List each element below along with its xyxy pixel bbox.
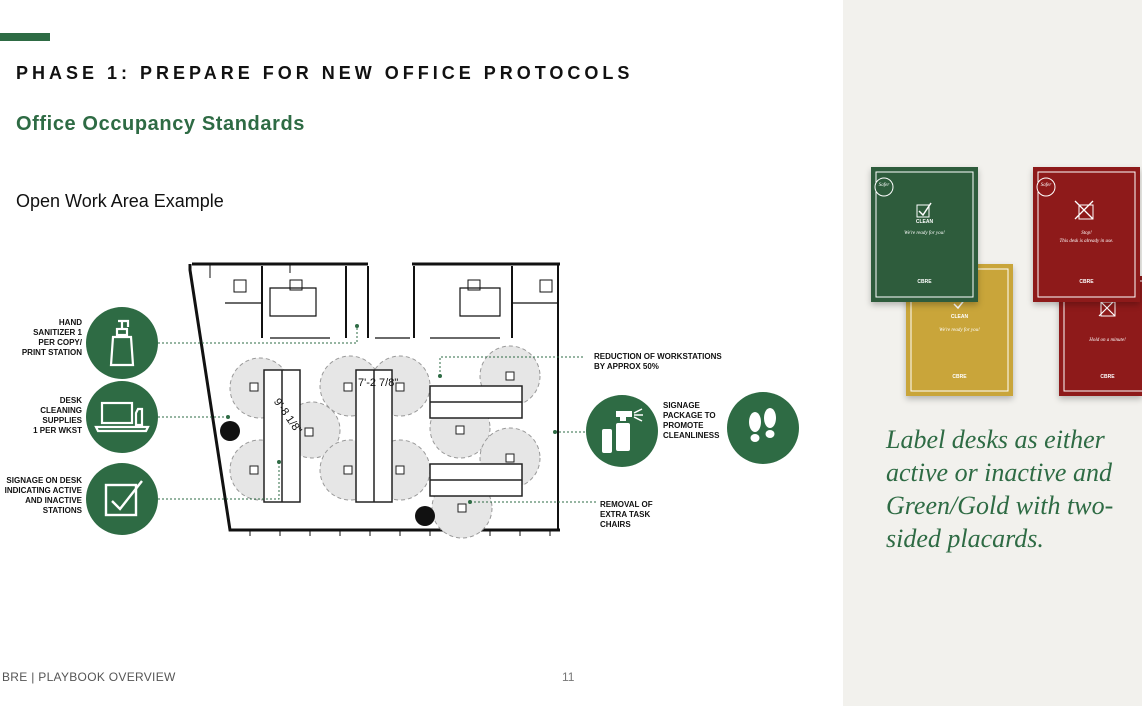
callout-desk-cleaning: DESK CLEANING SUPPLIES 1 PER WKST	[33, 396, 82, 435]
dimension-label-2: 7'-2 7/8"	[358, 377, 399, 389]
callout-signage-package: SIGNAGE PACKAGE TO PROMOTE CLEANLINESS	[663, 401, 720, 440]
placard-green-heading: We're ready for you!	[904, 231, 945, 236]
footprints-icon	[727, 392, 799, 464]
callout-hand-sanitizer: HAND SANITIZER 1 PER COPY/ PRINT STATION	[21, 318, 82, 357]
callout-signage-desk: SIGNAGE ON DESK INDICATING ACTIVE AND INACTIVE STATIONS	[4, 476, 82, 515]
section-title: Office Occupancy Standards	[16, 113, 306, 135]
placard-red-2-heading: Hold on a minute!	[1089, 338, 1126, 343]
placard-green-brand: CBRE	[917, 279, 932, 285]
footer-label: BRE | PLAYBOOK OVERVIEW	[2, 670, 176, 684]
placard-gold-heading: We're ready for you!	[939, 328, 980, 333]
checkbox-icon	[86, 463, 158, 535]
placard-green-logo: Safer	[878, 183, 890, 188]
placard-green-status: CLEAN	[915, 219, 934, 225]
dimension-label-1: 9'-8 1/8"	[270, 396, 304, 437]
placard-gold-status: CLEAN	[950, 314, 969, 320]
page-number: 11	[562, 670, 575, 684]
callout-removal: REMOVAL OF EXTRA TASK CHAIRS	[600, 500, 653, 529]
phase-title: PHASE 1: PREPARE FOR NEW OFFICE PROTOCOLS	[16, 63, 634, 83]
placard-green	[871, 167, 978, 302]
placard-red-heading: Stop!	[1081, 231, 1092, 236]
hand-sanitizer-icon	[86, 307, 158, 379]
placard-gold-brand: CBRE	[952, 374, 967, 380]
desk-laptop-icon	[86, 381, 158, 453]
placard-red	[1033, 167, 1140, 302]
placard-red-logo: Safer	[1040, 183, 1052, 188]
caption: Label desks as either active or inactive and Green/Gold with two- sided placards.	[886, 425, 1114, 553]
spray-bottle-icon	[586, 395, 658, 467]
placard-red-2-brand: CBRE	[1100, 374, 1115, 380]
example-label: Open Work Area Example	[16, 191, 224, 211]
placard-red-subheading: This desk is already in use.	[1059, 239, 1114, 244]
callout-reduction: REDUCTION OF WORKSTATIONS BY APPROX 50%	[594, 352, 722, 371]
placard-red-brand: CBRE	[1079, 279, 1094, 285]
